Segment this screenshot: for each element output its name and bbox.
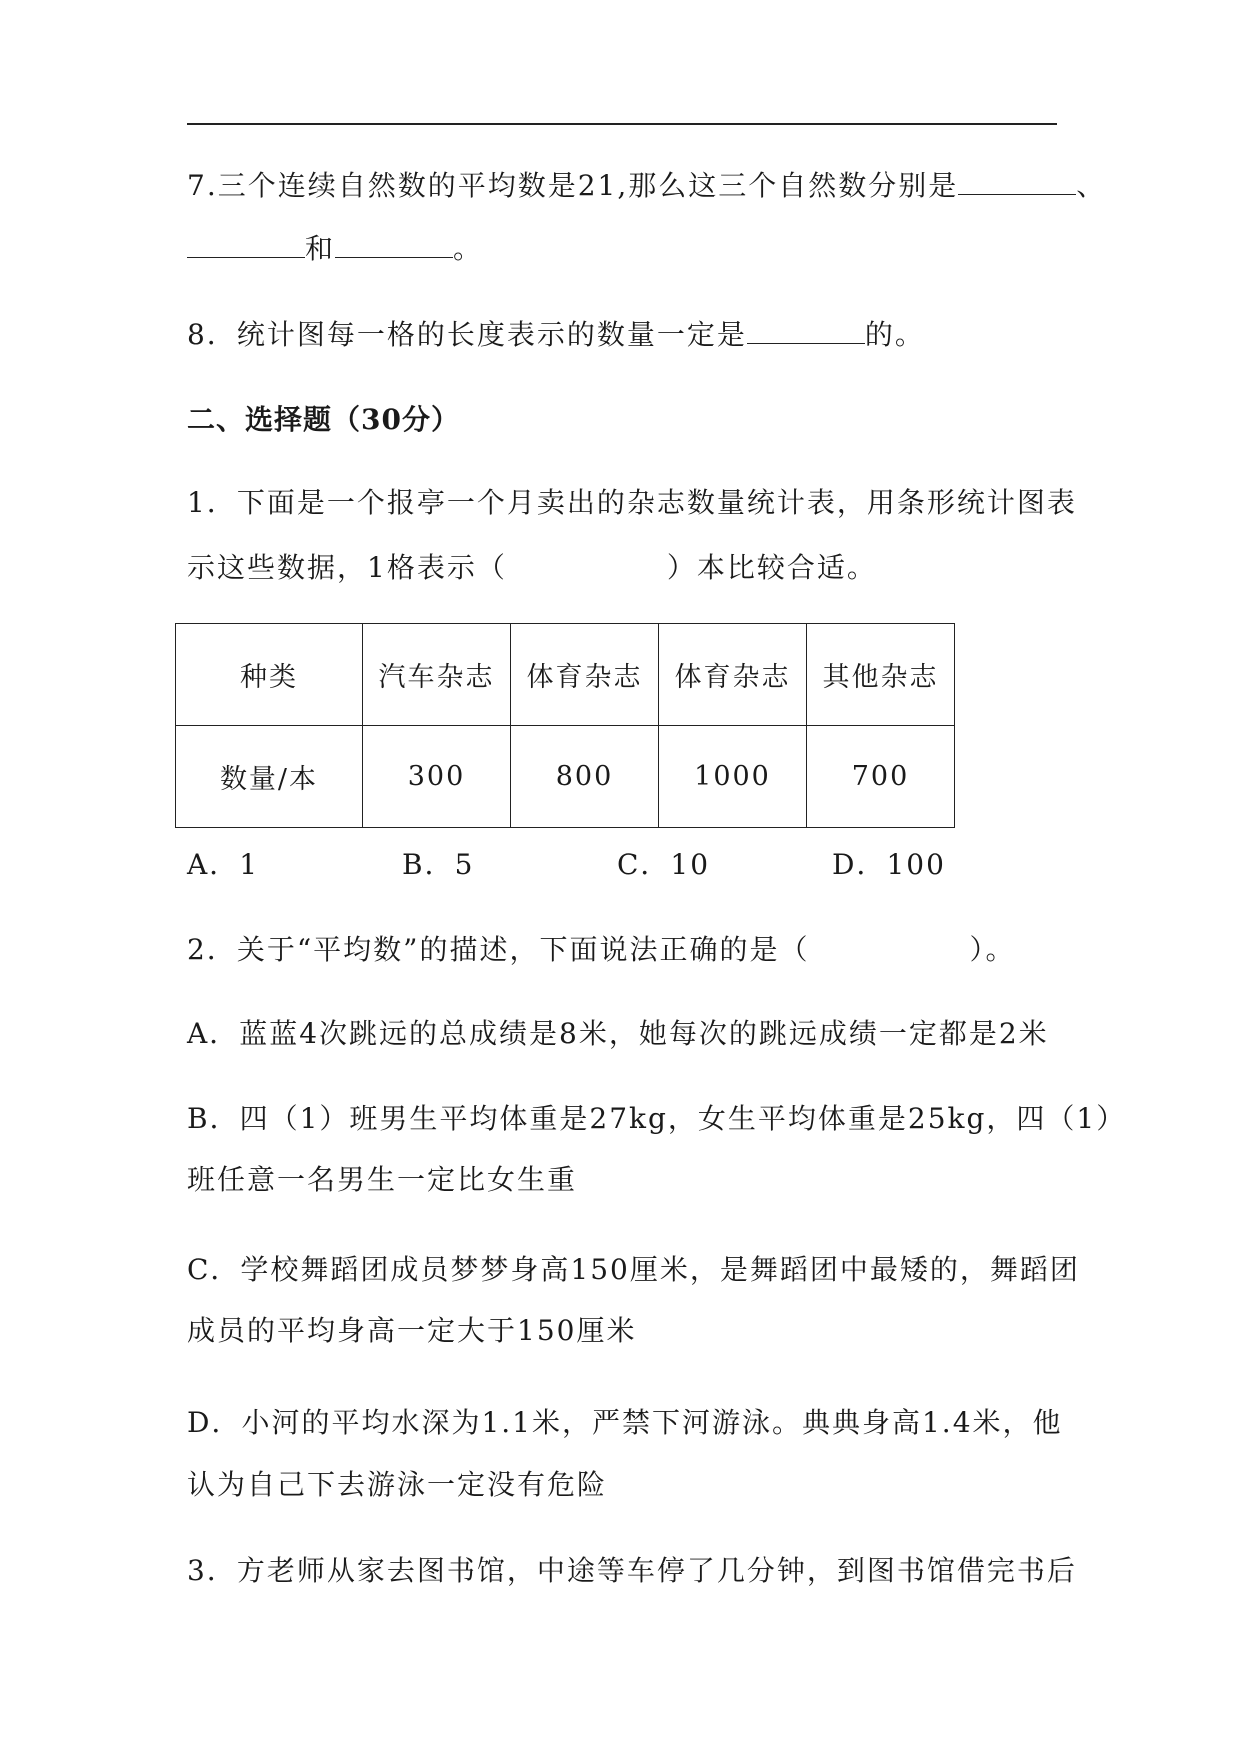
q8-line <box>187 315 925 355</box>
q7-blank-1[interactable] <box>958 166 1076 195</box>
table-cell: 体育杂志 <box>511 624 659 726</box>
mc2-option-b-line2: 班任意一名男生一定比女生重 <box>187 1163 578 1196</box>
table-cell: 700 <box>807 726 955 828</box>
mc1-line2 <box>187 548 877 588</box>
table-cell: 种类 <box>176 624 363 726</box>
header-rule <box>187 123 1057 125</box>
mc2-stem <box>187 930 1015 970</box>
mc2-stem-a: 2．关于“平均数”的描述，下面说法正确的是（ <box>187 933 810 966</box>
mc2-option-a[interactable]: A．蓝蓝4次跳远的总成绩是8米，她每次的跳远成绩一定都是2米 <box>187 1017 1049 1050</box>
q7-blank-3[interactable] <box>335 229 453 258</box>
table-row <box>176 726 955 828</box>
mc1-option-c[interactable]: C．10 <box>617 848 711 881</box>
mc1-line2-b: ）本比较合适。 <box>666 551 877 584</box>
mc2-option-d-line1[interactable]: D．小河的平均水深为1.1米，严禁下河游泳。典典身高1.4米，他 <box>187 1406 1063 1439</box>
mc2-option-c-line1[interactable]: C．学校舞蹈团成员梦梦身高150厘米，是舞蹈团中最矮的，舞蹈团 <box>187 1253 1080 1286</box>
table-cell: 300 <box>363 726 511 828</box>
q7-sep1: 、 <box>1076 169 1107 202</box>
q7-end: 。 <box>453 232 484 265</box>
table-cell: 汽车杂志 <box>363 624 511 726</box>
table-cell: 数量/本 <box>176 726 363 828</box>
mc1-line2-a: 示这些数据，1格表示（ <box>187 551 507 584</box>
q7-text: 7.三个连续自然数的平均数是21,那么这三个自然数分别是 <box>187 169 959 202</box>
mc2-option-d-line2: 认为自己下去游泳一定没有危险 <box>187 1468 608 1501</box>
table-cell: 体育杂志 <box>659 624 807 726</box>
mc3-line1: 3．方老师从家去图书馆，中途等车停了几分钟，到图书馆借完书后 <box>187 1554 1077 1587</box>
magazine-stats-table <box>175 623 955 828</box>
section2-heading: 二、选择题（30分） <box>187 403 460 436</box>
mc1-option-d[interactable]: D．100 <box>832 848 946 881</box>
mc2-option-b-line1[interactable]: B．四（1）班男生平均体重是27kg，女生平均体重是25kg，四（1） <box>187 1102 1127 1135</box>
mc1-line1: 1．下面是一个报亭一个月卖出的杂志数量统计表，用条形统计图表 <box>187 486 1077 519</box>
q7-sep2: 和 <box>305 232 336 265</box>
mc2-option-c-line2: 成员的平均身高一定大于150厘米 <box>187 1314 637 1347</box>
q8-end: 的。 <box>864 318 925 351</box>
mc1-option-a[interactable]: A．1 <box>187 848 260 881</box>
q8-text: 8．统计图每一格的长度表示的数量一定是 <box>187 318 747 351</box>
table-cell: 1000 <box>659 726 807 828</box>
table-cell: 800 <box>511 726 659 828</box>
q7-line2 <box>187 229 483 269</box>
mc1-option-b[interactable]: B．5 <box>402 848 475 881</box>
table-header-row <box>176 624 955 726</box>
q7-line1 <box>187 166 1106 206</box>
q8-blank[interactable] <box>747 315 865 344</box>
q7-blank-2[interactable] <box>187 229 305 258</box>
table-cell: 其他杂志 <box>807 624 955 726</box>
mc2-stem-b: ）。 <box>969 933 1016 966</box>
